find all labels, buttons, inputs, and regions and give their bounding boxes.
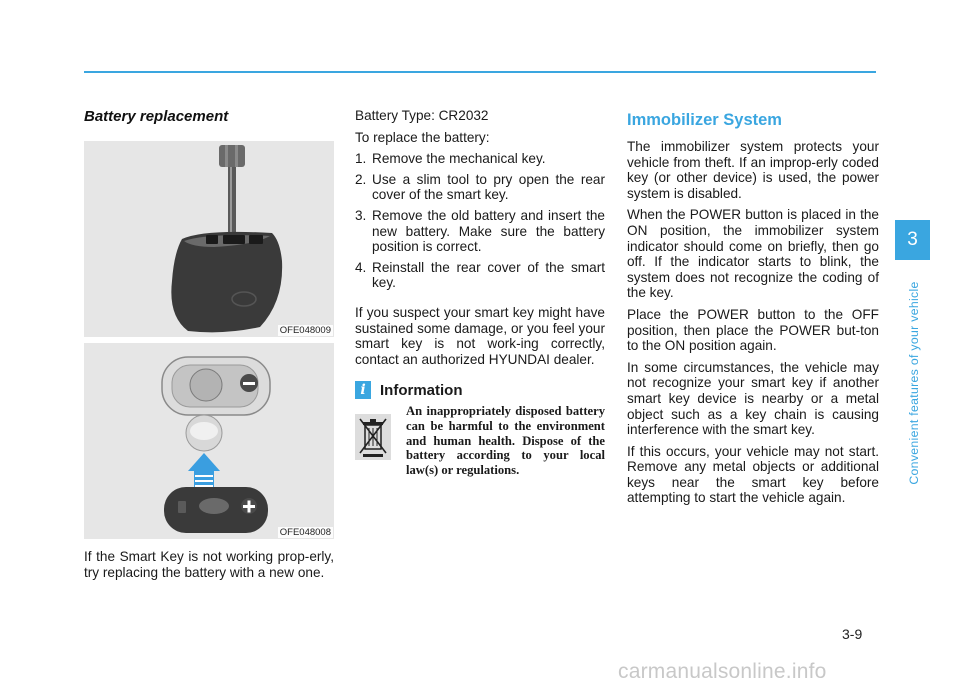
figure-code: OFE048008 — [279, 527, 331, 538]
steps-intro: To replace the battery: — [355, 129, 490, 145]
chapter-title-vertical — [904, 268, 924, 498]
information-box — [355, 404, 605, 477]
column-battery-steps — [355, 108, 605, 477]
list-item — [355, 260, 605, 291]
figure-code: OFE048009 — [279, 325, 331, 336]
battery-exploded-illustration — [84, 343, 334, 539]
replacement-steps-list — [355, 151, 605, 291]
key-pry-illustration — [84, 141, 334, 337]
immobilizer-title: Immobilizer System — [627, 111, 782, 129]
immobilizer-paragraph: If this occurs, your vehicle may not start. Remove any metal objects or additional keys near the smart key before attempting to start the vehicle again. — [627, 443, 879, 506]
info-icon: i — [355, 381, 371, 399]
list-item — [355, 172, 605, 203]
battery-replacement-title: Battery replacement — [84, 108, 229, 125]
battery-replacement-paragraph: If the Smart Key is not working prop-erly, try replacing the battery with a new one. — [84, 549, 334, 580]
step-text: Remove the old battery and insert the new battery. Make sure the battery position is correct. — [372, 207, 605, 255]
step-number: 2. — [355, 171, 367, 187]
column-battery-replacement — [84, 108, 334, 586]
watermark: carmanualsonline.info — [618, 660, 827, 683]
crossed-bin-icon — [355, 414, 391, 460]
chapter-title-text: Convenient features of your vehicle — [907, 281, 921, 485]
information-title: Information — [380, 381, 463, 399]
step-number: 3. — [355, 207, 367, 223]
step-text: Use a slim tool to pry open the rear cover of the smart key. — [372, 171, 605, 203]
disposal-information-text: An inappropriately disposed battery can be harmful to the environment and human health. Dispose of the battery according to your local law(s) or regulations. — [406, 404, 605, 477]
immobilizer-paragraph: In some circumstances, the vehicle may not recognize your smart key if another smart key device is nearby or a metal object such as a key chain is causing interference with the smart key. — [627, 359, 879, 438]
step-text: Reinstall the rear cover of the smart key. — [372, 259, 605, 291]
damage-advice-paragraph: If you suspect your smart key might have sustained some damage, or you feel your smart key is not work-ing correctly, contact an authorized HYUNDAI dealer. — [355, 304, 605, 367]
page-number: 3-9 — [842, 626, 863, 642]
step-text: Remove the mechanical key. — [372, 151, 546, 167]
column-immobilizer — [627, 108, 879, 512]
immobilizer-paragraph: The immobilizer system protects your vehicle from theft. If an improp-erly coded key (or other device) is used, the power system is disabled. — [627, 139, 879, 201]
top-rule — [84, 71, 876, 73]
immobilizer-paragraph: When the POWER button is placed in the ON position, the immobilizer system indicator should come on briefly, then go off. If the indicator starts to blink, the system does not recognize the coding of the key. — [627, 207, 879, 301]
step-number: 4. — [355, 259, 367, 275]
figure-key-with-tool — [84, 141, 334, 337]
list-item — [355, 151, 605, 167]
chapter-number-tab: 3 — [895, 220, 930, 260]
information-heading — [355, 381, 605, 399]
step-number: 1. — [355, 151, 367, 167]
figure-battery-exploded — [84, 343, 334, 539]
list-item — [355, 208, 605, 255]
battery-type: Battery Type: CR2032 — [355, 108, 489, 123]
immobilizer-paragraph: Place the POWER button to the OFF position, then place the POWER but-ton to the ON position again. — [627, 306, 879, 354]
